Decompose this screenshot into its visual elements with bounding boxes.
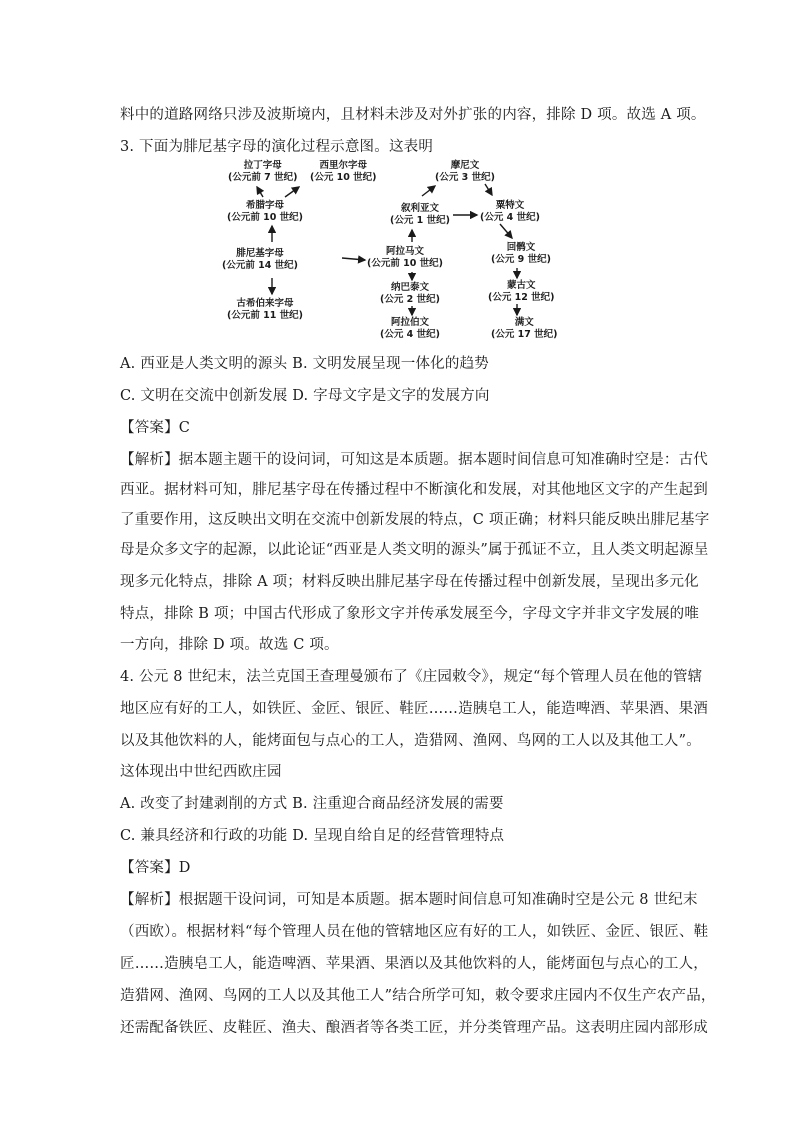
node-manichaean — [435, 160, 495, 184]
text-line: 西亚。据材料可知，腓尼基字母在传播过程中不断演化和发展，对其他地区文字的产生起到 — [120, 482, 708, 498]
text-line: 以及其他饮料的人，能烤面包与点心的工人，造猎网、渔网、鸟网的工人以及其他工人”。 — [120, 733, 701, 749]
node-date: (公元前 7 世纪) — [228, 172, 298, 183]
node-name: 拉丁字母 — [243, 160, 282, 171]
text-line: 现多元化特点，排除 A 项；材料反映出腓尼基字母在传播过程中创新发展，呈现出多元化 — [120, 574, 699, 590]
node-date: (公元前 10 世纪) — [367, 258, 444, 269]
node-syriac — [390, 203, 450, 227]
text-line: 造猎网、渔网、鸟网的工人以及其他工人”结合所学可知，敕令要求庄园内不仅生产农产品， — [120, 988, 716, 1004]
question-4-options-cd: C. 兼具经济和行政的功能 D. 呈现自给自足的经营管理特点 — [120, 828, 505, 844]
node-name: 阿拉马文 — [386, 246, 425, 257]
node-name: 古希伯来字母 — [236, 298, 294, 309]
text-line: 特点，排除 B 项；中国古代形成了象形文字并传承发展至今，字母文字并非文字发展的唯 — [120, 606, 700, 622]
node-name: 阿拉伯文 — [390, 317, 429, 328]
text-line: 这体现出中世纪西欧庄园 — [120, 764, 282, 780]
node-arabic — [380, 317, 440, 341]
node-name: 叙利亚文 — [400, 203, 439, 214]
phoenician-alphabet-evolution-diagram — [222, 160, 585, 345]
text-line: 一方向，排除 D 项。故选 C 项。 — [120, 637, 339, 653]
question-4-options-ab: A. 改变了封建剥削的方式 B. 注重迎合商品经济发展的需要 — [120, 796, 504, 812]
node-phoenician-alphabet — [222, 248, 298, 272]
node-name: 蒙古文 — [507, 280, 536, 291]
text-line: 母是众多文字的起源，以此论证“西亚是人类文明的源头”属于孤证不立，且人类文明起源呈 — [120, 542, 709, 558]
node-date: (公元 9 世纪) — [491, 254, 551, 265]
node-name: 纳巴泰文 — [390, 282, 429, 293]
text-line: 了重要作用，这反映出文明在交流中创新发展的特点，C 项正确；材料只能反映出腓尼基字 — [120, 512, 710, 528]
question-4-stem: 4. 公元 8 世纪末，法兰克国王查理曼颁布了《庄园敕令》，规定“每个管理人员在他的管辖 — [120, 669, 703, 685]
node-date: (公元 2 世纪) — [380, 294, 440, 305]
question-3-answer: 【答案】C — [120, 420, 191, 436]
text-line: 地区应有好的工人，如铁匠、金匠、银匠、鞋匠……造胰皂工人，能造啤酒、苹果酒、果酒 — [120, 701, 708, 717]
node-greek-alphabet — [227, 200, 303, 224]
node-date: (公元 1 世纪) — [390, 215, 450, 226]
text-line: 料中的道路网络只涉及波斯境内，且材料未涉及对外扩张的内容，排除 D 项。故选 A 项。 — [120, 107, 706, 123]
question-3-options-ab: A. 西亚是人类文明的源头 B. 文明发展呈现一体化的趋势 — [120, 356, 489, 372]
node-date: (公元 10 世纪) — [310, 172, 377, 183]
node-date: (公元 4 世纪) — [480, 212, 540, 223]
node-date: (公元前 10 世纪) — [227, 212, 304, 223]
node-name: 摩尼文 — [450, 160, 480, 171]
node-date: (公元 3 世纪) — [435, 172, 495, 183]
node-date: (公元 12 世纪) — [488, 292, 555, 303]
node-cyrillic-alphabet — [310, 160, 377, 184]
node-uyghur — [491, 242, 551, 266]
node-nabataean — [380, 282, 440, 306]
node-date: (公元前 14 世纪) — [222, 260, 299, 271]
node-sogdian — [480, 200, 540, 224]
node-date: (公元前 11 世纪) — [227, 310, 304, 321]
node-aramaic — [367, 246, 443, 270]
node-name: 西里尔字母 — [319, 160, 368, 171]
node-hebrew-alphabet — [227, 298, 303, 322]
node-latin-alphabet — [228, 160, 297, 184]
text-line: 匠……造胰皂工人，能造啤酒、苹果酒、果酒以及其他饮料的人，能烤面包与点心的工人， — [120, 956, 708, 972]
text-line: 还需配备铁匠、皮鞋匠、渔夫、酿酒者等各类工匠，并分类管理产品。这表明庄园内部形成 — [120, 1020, 708, 1036]
text-line: （西欧）。根据材料“每个管理人员在他的管辖地区应有好的工人，如铁匠、金匠、银匠、鞋 — [120, 924, 709, 940]
question-4-answer: 【答案】D — [120, 860, 191, 876]
question-3-options-cd: C. 文明在交流中创新发展 D. 字母文字是文字的发展方向 — [120, 388, 490, 404]
node-date: (公元 17 世纪) — [491, 329, 558, 340]
node-name: 腓尼基字母 — [236, 248, 284, 259]
node-name: 粟特文 — [495, 200, 525, 211]
question-4-analysis: 【解析】根据题干设问词，可知是本质题。据本题时间信息可知准确时空是公元 8 世纪末 — [120, 892, 698, 908]
node-name: 满文 — [514, 317, 534, 328]
node-manchu — [491, 317, 558, 341]
node-name: 希腊字母 — [246, 200, 285, 211]
question-3-analysis: 【解析】据本题主题干的设问词，可知这是本质题。据本题时间信息可知准确时空是：古代 — [120, 452, 708, 468]
question-3-stem: 3. 下面为腓尼基字母的演化过程示意图。这表明 — [120, 139, 434, 155]
node-mongolian — [488, 280, 555, 304]
node-date: (公元 4 世纪) — [380, 329, 440, 340]
node-name: 回鹘文 — [506, 242, 536, 253]
